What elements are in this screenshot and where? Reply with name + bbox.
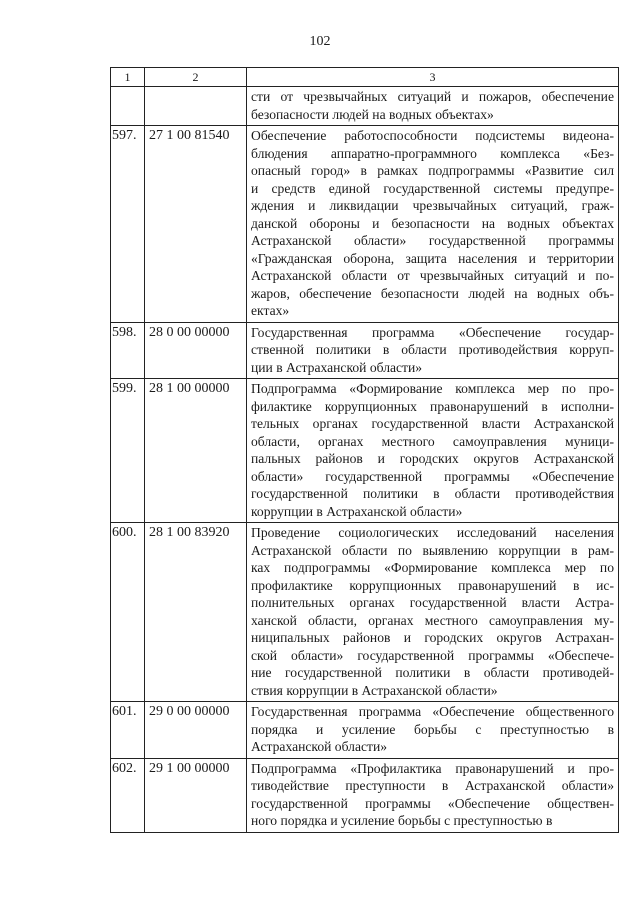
description-line: ции в Астраханской области» [251,359,423,375]
row-code: 29 1 00 00000 [145,758,247,832]
description-line: безопасности людей на водных объектах» [251,106,494,122]
row-description [247,702,619,759]
description-line: ствия коррупции в Астраханской области» [251,682,498,698]
description-line: Государственная программа «Обеспечение общественного [251,704,614,719]
description-line: профилактике коррупционных правонарушений в ис- [251,577,614,593]
description-line: пальных районов и городских округов Астраханской [251,451,614,466]
row-code: 28 1 00 83920 [145,523,247,702]
table-row [111,87,619,126]
row-description [247,379,619,523]
description-line: ного порядка и усиление борьбы с преступностью в [251,813,553,828]
description-line: области» государственной программы «Обеспечение [251,468,614,484]
description-line: Астраханской области по выявлению коррупции в рам- [251,542,614,558]
header-col-2: 2 [145,68,247,87]
description-line: «Гражданская оборона, защита населения и территории [251,250,614,266]
table-row [111,322,619,379]
table-row [111,758,619,832]
description-line: Обеспечение работоспособности подсистемы видеона- [251,128,614,143]
description-line: полнительных органах государственной власти Астра- [251,595,614,610]
description-line: Подпрограмма «Профилактика правонарушений и про- [251,760,614,776]
description-line: блюдения аппаратно-программного комплекса «Без- [251,145,614,161]
row-number: 602. [111,758,145,832]
header-col-1: 1 [111,68,145,87]
description-line: Подпрограмма «Формирование комплекса мер по про- [251,381,614,396]
row-description [247,523,619,702]
description-line: жаров, обеспечение безопасности людей на водных объ- [251,285,614,301]
description-line: Проведение социологических исследований населения [251,525,614,540]
description-line: ждения и ликвидации чрезвычайных ситуаций, граж- [251,198,614,213]
row-code: 27 1 00 81540 [145,126,247,323]
description-line: государственной политики в области противодействия [251,486,614,501]
description-line: Астраханской области» государственной программы [251,233,614,248]
row-description [247,322,619,379]
description-line: тельных органах государственной власти Астраханской [251,416,614,431]
table-header-row [111,68,619,87]
table-row [111,523,619,702]
row-number: 598. [111,322,145,379]
description-line: ние государственной политики в области противодей- [251,665,614,680]
description-line: Государственная программа «Обеспечение государ- [251,324,614,340]
row-description [247,87,619,126]
row-description [247,126,619,323]
description-line: ской области» государственной программы «Обеспече- [251,647,614,663]
description-line: ках подпрограммы «Формирование комплекса мер по [251,560,614,575]
description-line: тиводействие преступности в Астраханской области» [251,778,614,793]
row-number: 601. [111,702,145,759]
description-line: государственной программы «Обеспечение обществен- [251,795,614,811]
description-line: порядка и усиление борьбы с преступностью в [251,721,614,737]
row-code: 28 1 00 00000 [145,379,247,523]
row-number: 600. [111,523,145,702]
table-row [111,702,619,759]
description-line: и средств единой государственной системы предупре- [251,180,614,196]
table-row [111,126,619,323]
row-code: 29 0 00 00000 [145,702,247,759]
description-line: Астраханской области от чрезвычайных ситуаций и по- [251,268,614,283]
row-number: 599. [111,379,145,523]
description-line: ниципальных районов и городских округов Астрахан- [251,630,614,645]
description-line: филактике коррупционных правонарушений в исполни- [251,398,614,414]
description-line: ектах» [251,303,290,318]
budget-classification-table [110,67,619,833]
description-line: данской обороны и безопасности на водных объектах [251,215,614,231]
row-number: 597. [111,126,145,323]
description-line: области, органах местного самоуправления муници- [251,433,614,449]
row-description [247,758,619,832]
description-line: опасный город» в рамках подпрограммы «Развитие сил [251,163,614,178]
description-line: ханской области, органах местного самоуправления му- [251,612,614,628]
header-col-3: 3 [247,68,619,87]
description-line: коррупции в Астраханской области» [251,503,463,519]
description-line: Астраханской области» [251,739,388,754]
description-line: ственной политики в области противодействия корруп- [251,342,614,357]
row-number [111,87,145,126]
row-code: 28 0 00 00000 [145,322,247,379]
table-row [111,379,619,523]
page-number: 102 [309,34,331,49]
row-code [145,87,247,126]
description-line: сти от чрезвычайных ситуаций и пожаров, обеспечение [251,89,614,104]
